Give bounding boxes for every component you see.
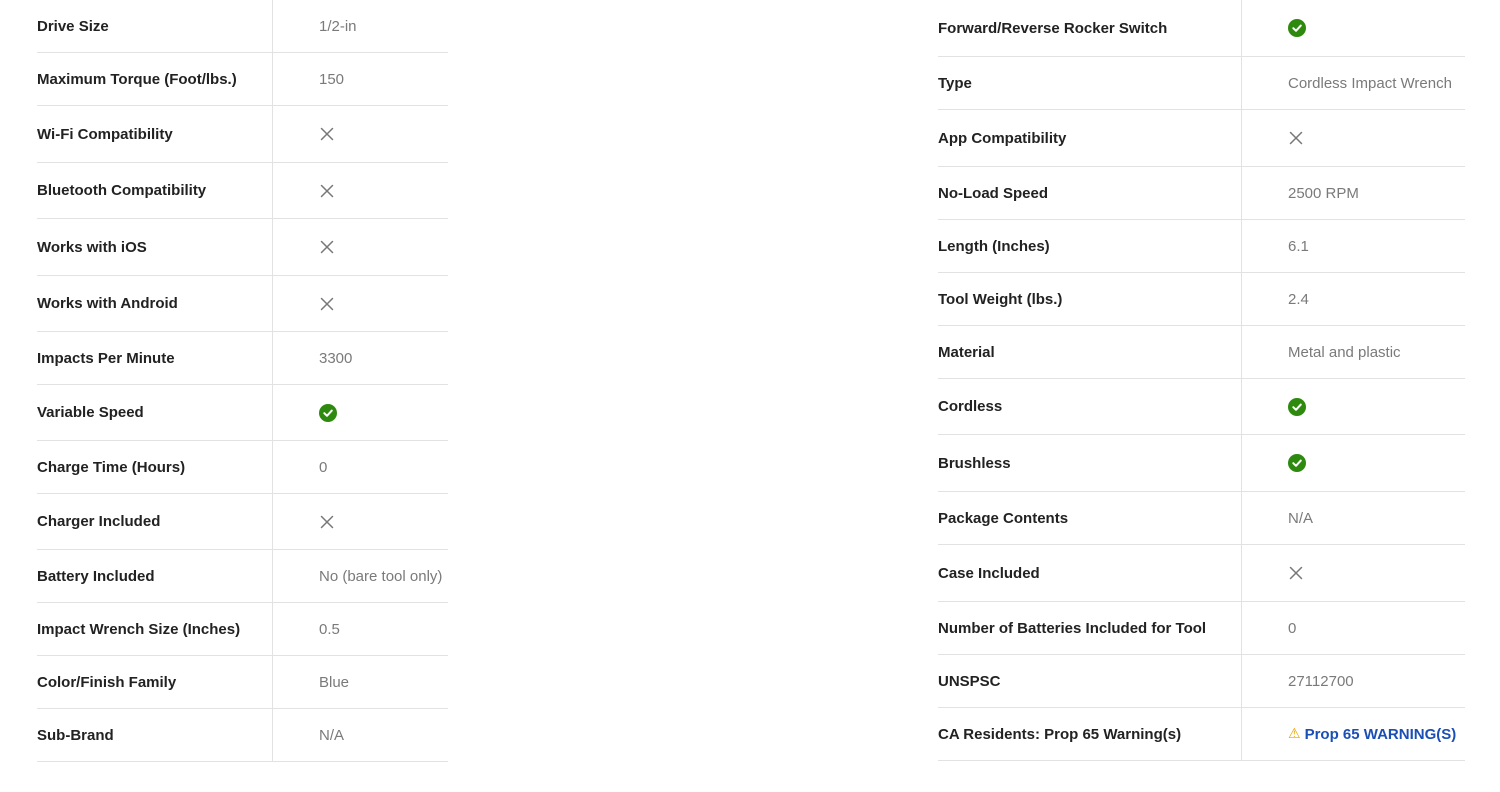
spec-value [1242, 326, 1401, 378]
x-icon [1288, 565, 1304, 581]
spec-value [1242, 655, 1354, 707]
spec-row-forward-reverse-rocker-switch [938, 0, 1465, 57]
spec-value-text: 150 [319, 70, 345, 88]
spec-row-case-included [938, 545, 1465, 602]
spec-row-number-of-batteries-included-for-tool [938, 602, 1465, 655]
spec-row-unspsc [938, 655, 1465, 708]
spec-value [273, 494, 335, 549]
spec-label: Wi-Fi Compatibility [37, 106, 273, 162]
spec-label: No-Load Speed [938, 167, 1242, 219]
spec-label: Forward/Reverse Rocker Switch [938, 0, 1242, 56]
spec-row-charge-time-hours [37, 441, 448, 494]
spec-row-cordless [938, 379, 1465, 435]
spec-value [1242, 379, 1306, 434]
spec-row-impacts-per-minute [37, 332, 448, 385]
spec-label: Impact Wrench Size (Inches) [37, 603, 273, 655]
spec-row-length-inches [938, 220, 1465, 273]
spec-label: Length (Inches) [938, 220, 1242, 272]
spec-row-color-finish-family [37, 656, 448, 709]
spec-label: Type [938, 57, 1242, 109]
spec-label: UNSPSC [938, 655, 1242, 707]
spec-value [273, 550, 442, 602]
spec-label: Impacts Per Minute [37, 332, 273, 384]
spec-value [1242, 167, 1359, 219]
spec-table-left [37, 0, 448, 762]
spec-value [1242, 435, 1306, 491]
spec-row-tool-weight-lbs [938, 273, 1465, 326]
spec-value-text: Cordless Impact Wrench [1288, 74, 1452, 92]
spec-value [1242, 708, 1456, 760]
spec-value-text: 2.4 [1288, 290, 1309, 308]
spec-row-battery-included [37, 550, 448, 603]
check-icon [319, 404, 337, 422]
spec-value [1242, 545, 1304, 601]
spec-row-material [938, 326, 1465, 379]
spec-value [273, 332, 352, 384]
spec-label: Case Included [938, 545, 1242, 601]
spec-label: Works with Android [37, 276, 273, 331]
spec-label: Drive Size [37, 0, 273, 52]
spec-value [273, 106, 335, 162]
spec-value-text: 0.5 [319, 620, 340, 638]
spec-value-text: 0 [1288, 619, 1297, 637]
spec-label: Tool Weight (lbs.) [938, 273, 1242, 325]
spec-row-no-load-speed [938, 167, 1465, 220]
spec-row-brushless [938, 435, 1465, 492]
spec-row-wi-fi-compatibility [37, 106, 448, 163]
x-icon [1288, 130, 1304, 146]
spec-value-text: Blue [319, 673, 350, 691]
check-icon [1288, 19, 1306, 37]
spec-label: Cordless [938, 379, 1242, 434]
spec-value-text: Metal and plastic [1288, 343, 1401, 361]
spec-row-works-with-android [37, 276, 448, 332]
x-icon [319, 514, 335, 530]
spec-label: Number of Batteries Included for Tool [938, 602, 1242, 654]
spec-row-drive-size [37, 0, 448, 53]
spec-value [273, 603, 340, 655]
spec-label: App Compatibility [938, 110, 1242, 166]
spec-label: Battery Included [37, 550, 273, 602]
check-icon [1288, 398, 1306, 416]
x-icon [319, 296, 335, 312]
spec-row-type [938, 57, 1465, 110]
spec-row-impact-wrench-size-inches [37, 603, 448, 656]
x-icon [319, 126, 335, 142]
spec-row-maximum-torque-foot-lbs [37, 53, 448, 106]
spec-row-package-contents [938, 492, 1465, 545]
spec-value [273, 53, 344, 105]
spec-row-works-with-ios [37, 219, 448, 276]
spec-value [273, 163, 335, 218]
spec-value [273, 709, 344, 761]
spec-value-text: N/A [319, 726, 345, 744]
spec-label: Maximum Torque (Foot/lbs.) [37, 53, 273, 105]
spec-row-ca-residents-prop-65-warning-s [938, 708, 1465, 761]
spec-value-text: 2500 RPM [1288, 184, 1359, 202]
spec-value-text: 1/2-in [319, 17, 357, 35]
prop65-warning-text: Prop 65 WARNING(S) [1304, 725, 1457, 743]
prop65-warning-link[interactable] [1288, 726, 1456, 743]
spec-row-app-compatibility [938, 110, 1465, 167]
spec-value-text: No (bare tool only) [319, 567, 443, 585]
spec-label: Brushless [938, 435, 1242, 491]
spec-label: CA Residents: Prop 65 Warning(s) [938, 708, 1242, 760]
spec-value [1242, 492, 1313, 544]
spec-value [1242, 57, 1452, 109]
spec-value [1242, 0, 1306, 56]
x-icon [319, 239, 335, 255]
spec-value-text: 3300 [319, 349, 353, 367]
spec-label: Charge Time (Hours) [37, 441, 273, 493]
spec-value [273, 441, 327, 493]
spec-row-bluetooth-compatibility [37, 163, 448, 219]
spec-label: Color/Finish Family [37, 656, 273, 708]
spec-value [1242, 273, 1309, 325]
spec-value [273, 0, 357, 52]
spec-value [273, 219, 335, 275]
spec-value [273, 276, 335, 331]
spec-table-right [938, 0, 1465, 761]
spec-label: Charger Included [37, 494, 273, 549]
spec-row-charger-included [37, 494, 448, 550]
check-icon [1288, 454, 1306, 472]
spec-value [1242, 220, 1309, 272]
spec-row-sub-brand [37, 709, 448, 762]
spec-label: Variable Speed [37, 385, 273, 440]
spec-row-variable-speed [37, 385, 448, 441]
spec-label: Sub-Brand [37, 709, 273, 761]
spec-value-text: N/A [1288, 509, 1314, 527]
spec-value-text: 27112700 [1288, 672, 1354, 690]
spec-label: Material [938, 326, 1242, 378]
spec-value [1242, 602, 1296, 654]
spec-label: Bluetooth Compatibility [37, 163, 273, 218]
spec-value-text: 6.1 [1288, 237, 1309, 255]
spec-label: Works with iOS [37, 219, 273, 275]
spec-label: Package Contents [938, 492, 1242, 544]
spec-value [273, 656, 349, 708]
spec-value [1242, 110, 1304, 166]
spec-value-text: 0 [319, 458, 328, 476]
x-icon [319, 183, 335, 199]
spec-value [273, 385, 337, 440]
warning-icon: ⚠ [1288, 726, 1301, 742]
